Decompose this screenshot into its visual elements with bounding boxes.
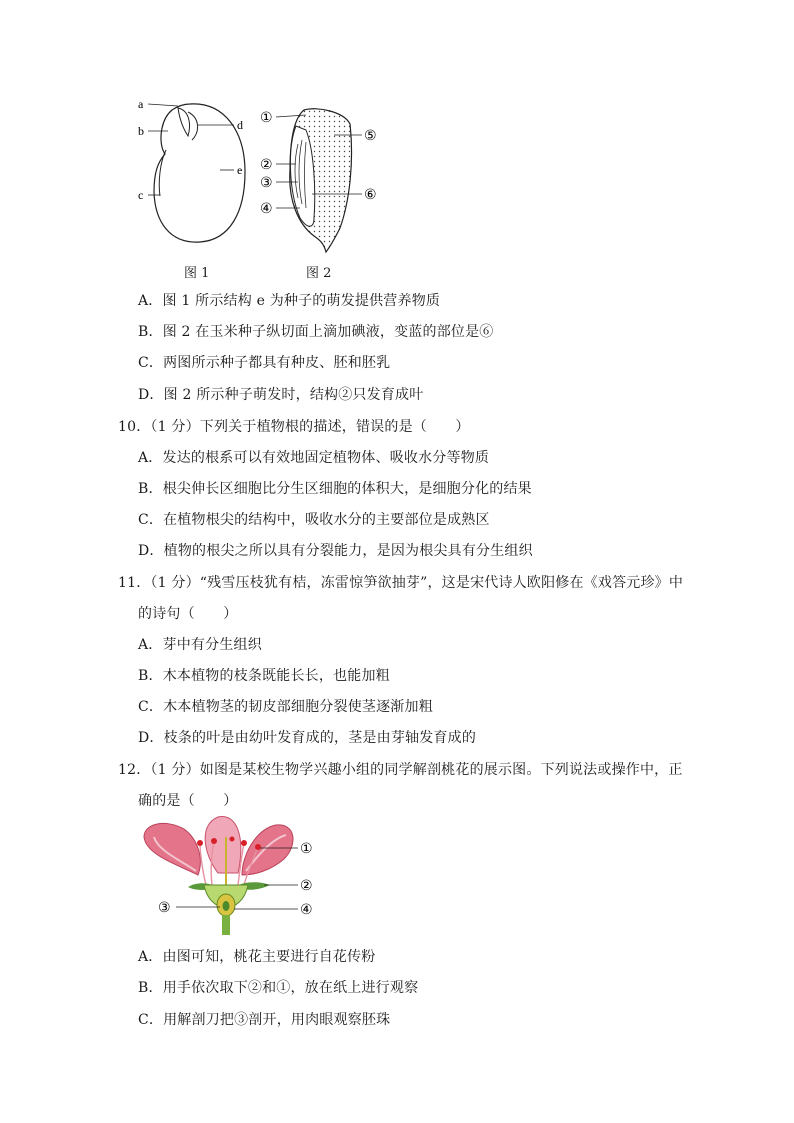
q11-stem-line1: 11．（1 分）“残雪压枝犹有桔，冻雷惊笋欲抽芽”，这是宋代诗人欧阳修在《戏答元珍》中 [118,575,684,591]
fig1-label-e: e [237,163,243,177]
q12-option-a: A．由图可知，桃花主要进行自花传粉 [138,949,376,965]
q9-option-d: D．图 2 所示种子萌发时，结构②只发育成叶 [138,387,424,403]
fig2-label-6: ⑥ [364,187,377,203]
flower-label-1: ① [300,841,313,857]
q11-option-b: B．木本植物的枝条既能长长，也能加粗 [138,668,390,684]
q11-option-a: A．芽中有分生组织 [138,637,262,653]
flower-label-3: ③ [158,900,171,916]
fig1-label-a: a [138,97,144,111]
q9-option-c: C．两图所示种子都具有种皮、胚和胚乳 [138,355,391,371]
flower-label-2: ② [300,878,313,894]
fig1-label-c: c [138,188,144,202]
flower-label-4: ④ [300,902,313,918]
fig2-label-3: ③ [260,175,273,191]
q10-stem: 10．（1 分）下列关于植物根的描述，错误的是（ ） [118,419,470,435]
q12-stem-line1: 12．（1 分）如图是某校生物学兴趣小组的同学解剖桃花的展示图。下列说法或操作中，正 [118,762,683,778]
fig2-label-5: ⑤ [364,128,377,144]
fig1-label-b: b [138,124,144,138]
peach-flower-figure [138,815,328,937]
q10-option-d: D．植物的根尖之所以具有分裂能力，是因为根尖具有分生组织 [138,543,533,559]
fig2-label-1: ① [260,110,273,126]
figure1-caption: 图 1 [184,266,210,281]
q9-option-b: B．图 2 在玉米种子纵切面上滴加碘液，变蓝的部位是⑥ [138,324,494,340]
q11-option-d: D．枝条的叶是由幼叶发育成的，茎是由芽轴发育成的 [138,730,477,746]
q11-option-c: C．木本植物茎的韧皮部细胞分裂使茎逐渐加粗 [138,699,433,715]
figure2-corn-seed [258,100,388,260]
q10-option-a: A．发达的根系可以有效地固定植物体、吸收水分等物质 [138,450,490,466]
fig2-label-4: ④ [260,201,273,217]
embryo-plumule [178,108,190,136]
figure1-bean-seed [130,92,260,252]
figure2-caption: 图 2 [306,266,332,281]
q12-option-b: B．用手依次取下②和①，放在纸上进行观察 [138,980,419,996]
q11-stem-line2: 的诗句（ ） [138,606,238,622]
q12-stem-line2: 确的是（ ） [138,793,238,809]
q10-option-c: C．在植物根尖的结构中，吸收水分的主要部位是成熟区 [138,512,490,528]
fig2-label-2: ② [260,157,273,173]
q9-option-a: A．图 1 所示结构 e 为种子的萌发提供营养物质 [138,293,441,309]
fig1-label-d: d [237,118,243,132]
q12-option-c: C．用解剖刀把③剖开，用肉眼观察胚珠 [138,1012,391,1028]
q10-option-b: B．根尖伸长区细胞比分生区细胞的体积大，是细胞分化的结果 [138,481,532,497]
